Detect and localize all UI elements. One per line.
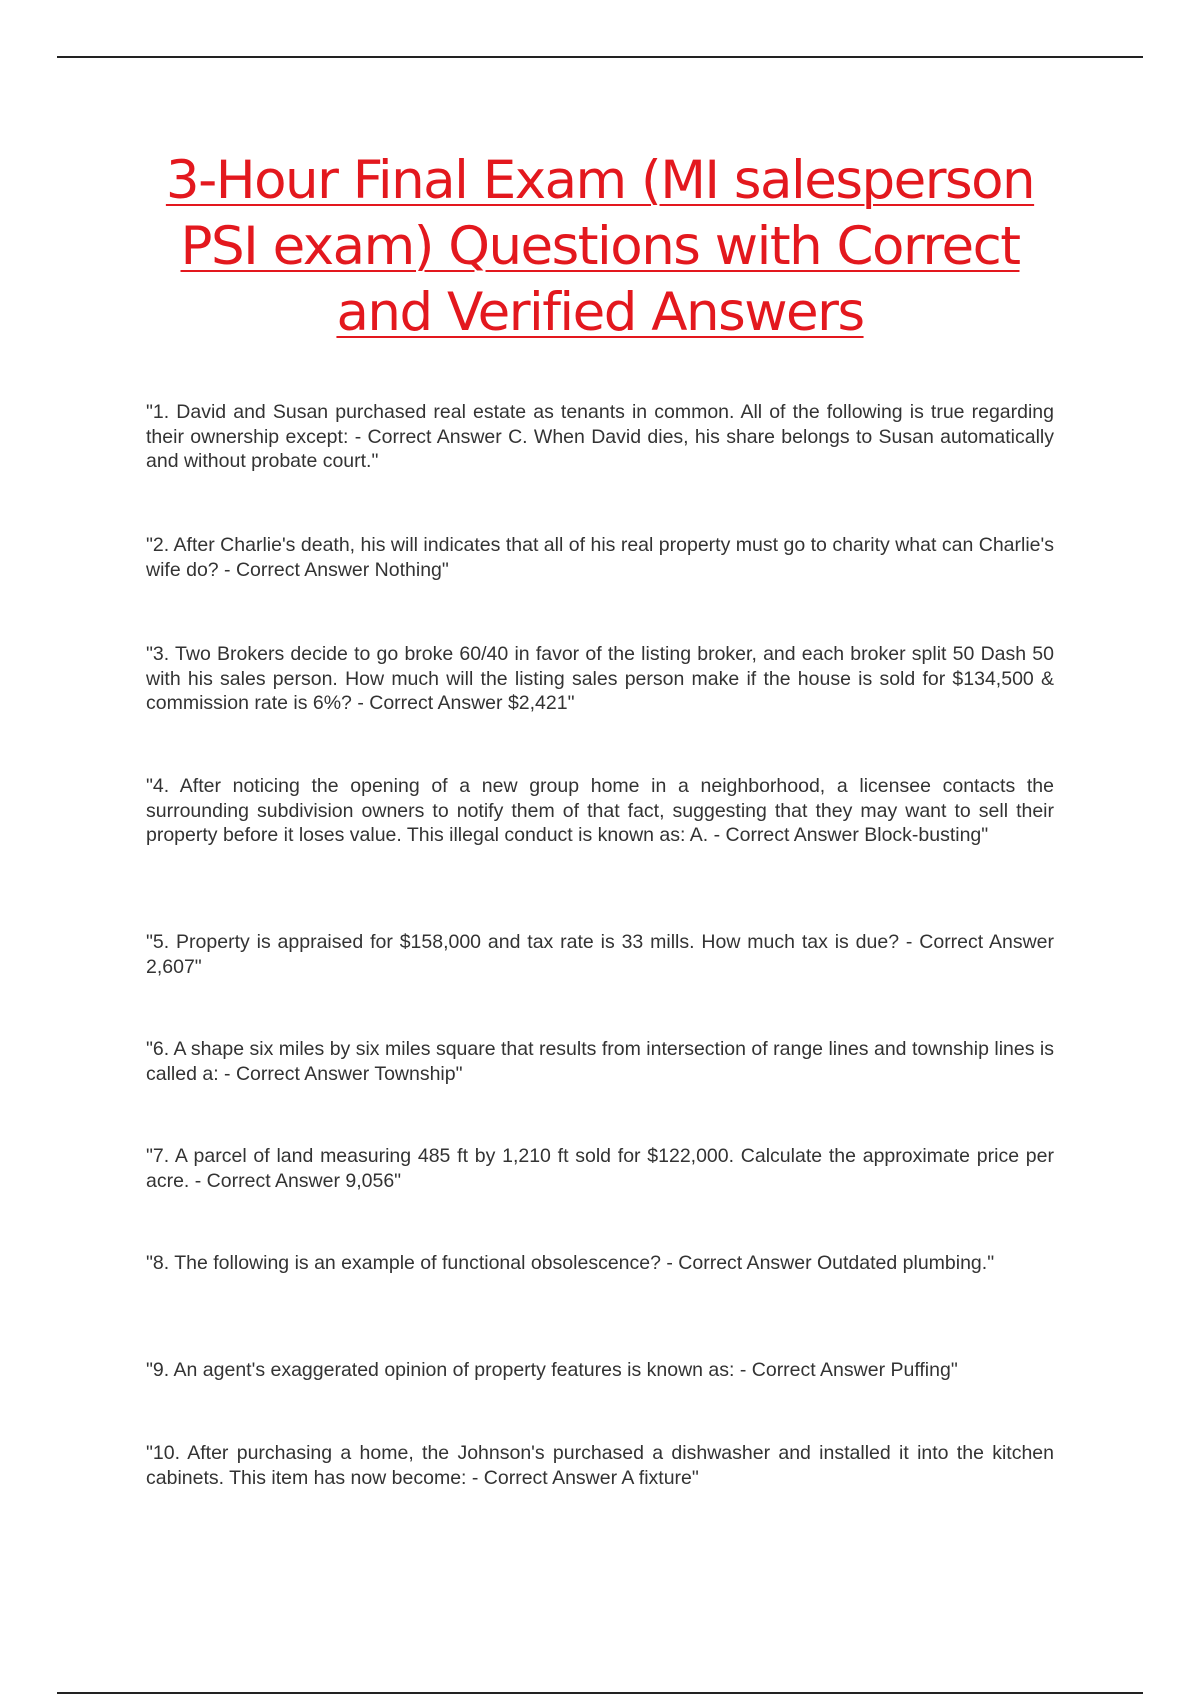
question-item-4: "4. After noticing the opening of a new group home in a neighborhood, a licensee contacts the surrounding subdivision owners to notify them of that fact, suggesting that they may want to sell their property before it loses value. This illegal conduct is known as: A. - Correct Answer Block-busting" bbox=[146, 775, 1054, 846]
bottom-divider bbox=[57, 1692, 1143, 1694]
top-divider bbox=[57, 56, 1143, 58]
question-item-5: "5. Property is appraised for $158,000 and tax rate is 33 mills. How much tax is due? - Correct Answer 2,607" bbox=[146, 931, 1054, 978]
question-item-9: "9. An agent's exaggerated opinion of property features is known as: - Correct Answer Puffing" bbox=[146, 1359, 958, 1381]
question-item-7: "7. A parcel of land measuring 485 ft by 1,210 ft sold for $122,000. Calculate the approximate price per acre. - Correct Answer 9,056" bbox=[146, 1145, 1054, 1192]
question-item-2: "2. After Charlie's death, his will indicates that all of his real property must go to charity what can Charlie's wife do? - Correct Answer Nothing" bbox=[146, 534, 1054, 581]
question-item-10: "10. After purchasing a home, the Johnson's purchased a dishwasher and installed it into the kitchen cabinets. This item has now become: - Correct Answer A fixture" bbox=[146, 1442, 1054, 1489]
question-item-6: "6. A shape six miles by six miles square that results from intersection of range lines and township lines is called a: - Correct Answer Township" bbox=[146, 1038, 1054, 1085]
question-item-1: "1. David and Susan purchased real estate as tenants in common. All of the following is true regarding their ownership except: - Correct Answer C. When David dies, his share belongs to Susan automatically and without probate court." bbox=[146, 401, 1054, 472]
document-title: 3-Hour Final Exam (MI salesperson PSI exam) Questions with Correct and Verified Answers bbox=[165, 150, 1035, 343]
question-item-8: "8. The following is an example of functional obsolescence? - Correct Answer Outdated plumbing." bbox=[146, 1252, 995, 1274]
question-item-3: "3. Two Brokers decide to go broke 60/40 in favor of the listing broker, and each broker split 50 Dash 50 with his sales person. How much will the listing sales person make if the house is sold for $134,500 & commission rate is 6%? - Correct Answer $2,421" bbox=[146, 643, 1054, 714]
title-block bbox=[130, 148, 1070, 346]
